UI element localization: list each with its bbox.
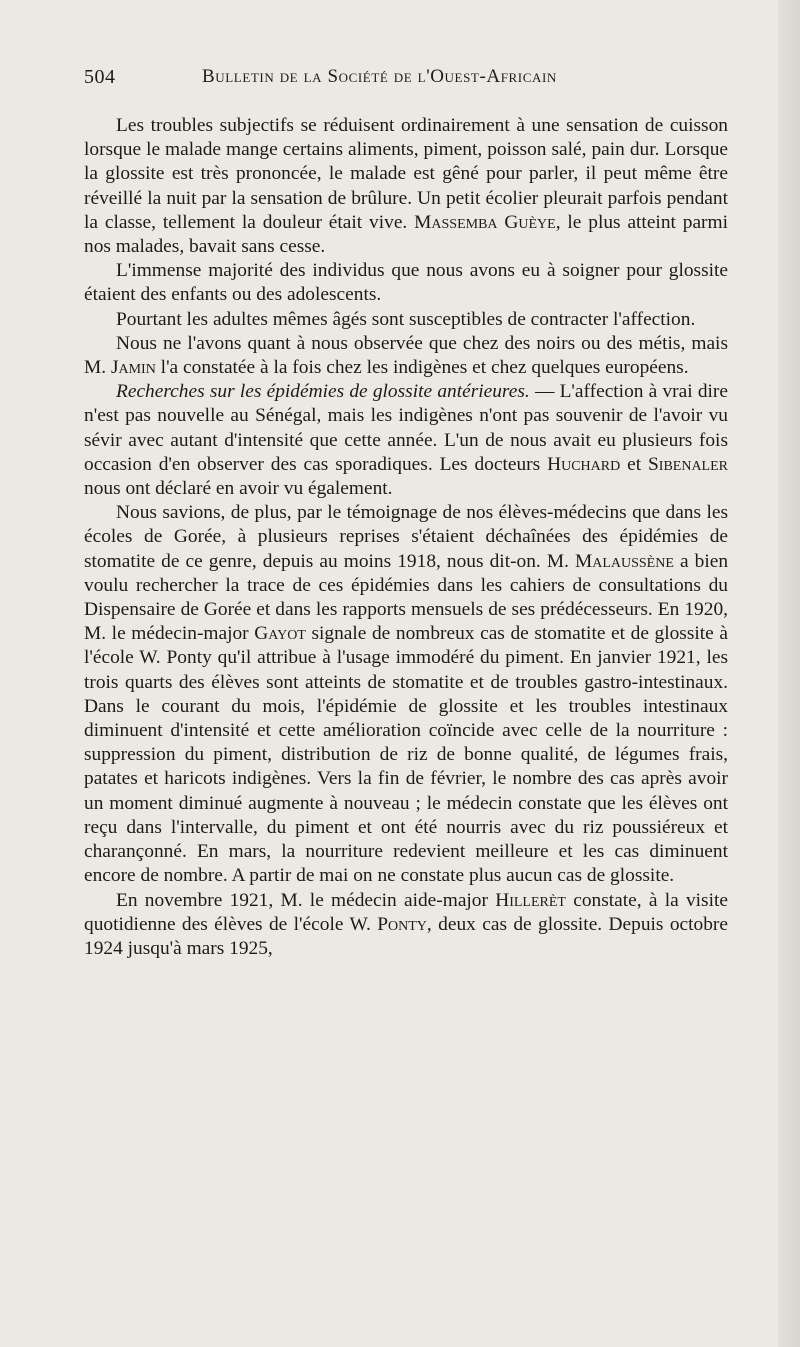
paragraph-population [84,332,728,380]
paragraph-previous-epidemics [84,380,728,501]
person-name: Sibenaler [648,453,728,475]
body-text [84,114,728,961]
page-header [84,66,724,96]
running-head: Bulletin de la Société de l'Ouest-Africain [202,66,557,87]
text-run: signale de nombreux cas de stomatite et de glossite à l'école W. Ponty qu'il attribue à l'usage immodéré du piment. En janvier 1921, les trois quarts des élèves sont atteints de stomatite et de troubles gastro-intestinaux. Dans le courant du mois, l'épidémie de glossite et les troubles intestinaux diminuent d'intensité et cette amélioration coïncide avec celle de la nourriture : suppression du piment, distribution de riz de bonne qualité, de légumes frais, patates et haricots indigènes. Vers la fin de février, le nombre des cas après avoir un moment diminué augmente à nouveau ; le médecin constate que les élèves ont reçu dans l'intervalle, du piment et ont été nourris avec du riz poussiéreux et charançonné. En mars, la nourriture redevient meilleure et les cas diminuent encore de nombre. A partir de mai on ne constate plus aucun cas de glossite. [84,623,728,887]
person-name: Ponty [377,913,427,935]
text-run: En novembre 1921, M. le médecin aide-major [116,889,496,911]
text-run: Nous ne l'avons quant à nous observée que chez des noirs ou des métis, mais M. [84,332,728,379]
paragraph-age: L'immense majorité des individus que nous avons eu à soigner pour glossite étaient des enfants ou des adolescents. [84,260,728,306]
person-name: Jamin [110,357,156,379]
person-name: Hillerèt [495,889,566,911]
text-run: , deux cas de glossite. Depuis octobre 1924 jusqu'à mars 1925, [84,913,728,959]
person-name: Massemba Guèye [414,211,556,233]
page-number: 504 [84,66,116,88]
text-run: nous ont déclaré en avoir vu également. [84,478,393,500]
text-run: et [620,453,648,475]
text-run: a bien voulu rechercher la trace de ces épidémies dans les cahiers de consultations du Dispensaire de Gorée et dans les rapports mensuels de ses prédécesseurs. En 1920, M. le médecin-major [84,550,729,645]
text-run: Les troubles subjectifs se réduisent ordinairement à une sensation de cuisson lorsque le malade mange certains aliments, piment, poisson salé, pain dur. Lorsque la glossite est très prononcée, le malade est gêné pour parler, il peut même être réveillé la nuit par la sensation de brûlure. Un petit écolier pleurait parfois pendant la classe, tellement la douleur était vive. [84,115,728,233]
section-heading: Recherches sur les épidémies de glossite antérieures. [116,381,530,403]
paragraph-symptoms [84,114,728,259]
paragraph-goree-schools [84,501,728,888]
text-run: constate, à la visite quotidienne des élèves de l'école W. [84,889,728,935]
paragraph-adults: Pourtant les adultes mêmes âgés sont susceptibles de contracter l'affection. [116,308,696,330]
person-name: Malaussène [574,550,674,572]
person-name: Huchard [547,453,621,475]
text-run: l'a constatée à la fois chez les indigènes et chez quelques européens. [155,357,689,379]
paragraph-november-1921 [84,889,728,962]
page-edge-shadow [778,0,800,1347]
text-run: , le plus atteint parmi nos malades, bavait sans cesse. [84,211,728,258]
text-run: — L'affection à vrai dire n'est pas nouvelle au Sénégal, mais les indigènes n'ont pas souvenir de l'avoir vu sévir avec autant d'intensité que cette année. L'un de nous avait eu plusieurs fois occasion d'en observer des cas sporadiques. Les docteurs [84,381,728,475]
text-run: Nous savions, de plus, par le témoignage de nos élèves-médecins que dans les écoles de Gorée, à plusieurs reprises s'étaient déchaînées des épidémies de stomatite de ce genre, depuis au moins 1918, nous dit-on. M. [84,502,728,572]
person-name: Gayot [254,623,306,645]
